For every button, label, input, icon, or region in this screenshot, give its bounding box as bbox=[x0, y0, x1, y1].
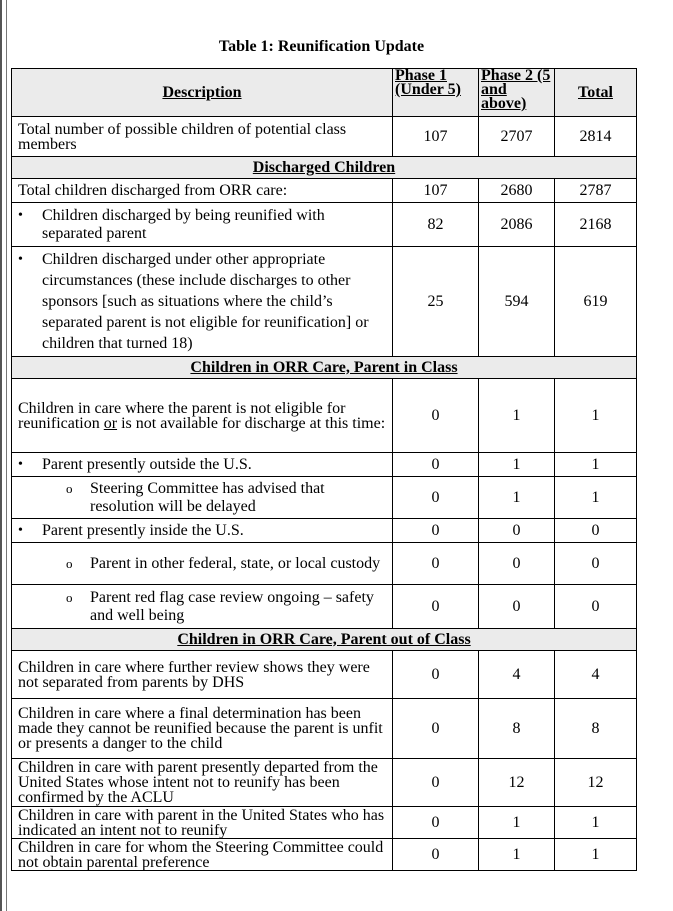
cell-total: 2168 bbox=[555, 203, 637, 247]
table-row bbox=[12, 117, 637, 157]
section-discharged-heading: Discharged Children bbox=[12, 157, 637, 179]
header-description: Description bbox=[12, 69, 393, 117]
bullet-icon: • bbox=[18, 207, 23, 223]
section-in-class-heading: Children in ORR Care, Parent in Class bbox=[12, 357, 637, 379]
cell-total: 1 bbox=[555, 453, 637, 477]
cell-total: 2814 bbox=[555, 117, 637, 157]
table-row bbox=[12, 543, 637, 585]
table-row bbox=[12, 247, 637, 357]
row-label: o Parent in other federal, state, or local custody bbox=[12, 543, 393, 585]
cell-phase2: 2707 bbox=[479, 117, 555, 157]
table-row bbox=[12, 759, 637, 807]
cell-phase2: 2680 bbox=[479, 179, 555, 203]
cell-phase2: 4 bbox=[479, 651, 555, 699]
cell-phase1: 0 bbox=[393, 379, 479, 453]
cell-phase1: 0 bbox=[393, 699, 479, 759]
section-out-class-heading: Children in ORR Care, Parent out of Class bbox=[12, 629, 637, 651]
section-row bbox=[12, 357, 637, 379]
cell-phase1: 0 bbox=[393, 543, 479, 585]
table-row bbox=[12, 519, 637, 543]
bullet-icon: • bbox=[18, 456, 23, 472]
reunification-table bbox=[11, 68, 637, 871]
header-phase1: Phase 1 (Under 5) bbox=[393, 69, 479, 117]
cell-phase2: 12 bbox=[479, 759, 555, 807]
section-row bbox=[12, 629, 637, 651]
cell-total: 4 bbox=[555, 651, 637, 699]
cell-phase2: 2086 bbox=[479, 203, 555, 247]
cell-total: 1 bbox=[555, 807, 637, 839]
row-label: Children in care for whom the Steering Committee could not obtain parental preference bbox=[12, 839, 393, 871]
cell-total: 12 bbox=[555, 759, 637, 807]
row-label: o Steering Committee has advised that resolution will be delayed bbox=[12, 477, 393, 519]
row-label: • Parent presently outside the U.S. bbox=[12, 453, 393, 477]
cell-total: 619 bbox=[555, 247, 637, 357]
cell-phase2: 0 bbox=[479, 585, 555, 629]
cell-phase1: 0 bbox=[393, 585, 479, 629]
cell-total: 2787 bbox=[555, 179, 637, 203]
cell-phase1: 0 bbox=[393, 477, 479, 519]
cell-total: 1 bbox=[555, 477, 637, 519]
cell-phase2: 1 bbox=[479, 453, 555, 477]
page-border-inner bbox=[6, 0, 7, 911]
cell-total: 1 bbox=[555, 839, 637, 871]
cell-total: 1 bbox=[555, 379, 637, 453]
table-row bbox=[12, 477, 637, 519]
row-label: Children in care where the parent is not eligible for reunification or is not available for discharge at this time: bbox=[12, 379, 393, 453]
row-label: Children in care with parent in the United States who has indicated an intent not to reunify bbox=[12, 807, 393, 839]
cell-phase1: 82 bbox=[393, 203, 479, 247]
cell-total: 0 bbox=[555, 543, 637, 585]
cell-phase1: 0 bbox=[393, 453, 479, 477]
cell-phase1: 25 bbox=[393, 247, 479, 357]
table-row bbox=[12, 807, 637, 839]
cell-phase2: 594 bbox=[479, 247, 555, 357]
cell-phase2: 8 bbox=[479, 699, 555, 759]
cell-phase1: 0 bbox=[393, 519, 479, 543]
bullet-icon: • bbox=[18, 252, 23, 267]
sub-bullet-icon: o bbox=[66, 589, 73, 605]
cell-phase1: 107 bbox=[393, 179, 479, 203]
cell-phase1: 0 bbox=[393, 839, 479, 871]
sub-bullet-icon: o bbox=[66, 555, 73, 571]
cell-phase2: 1 bbox=[479, 839, 555, 871]
section-row bbox=[12, 157, 637, 179]
table-row bbox=[12, 179, 637, 203]
table-row bbox=[12, 839, 637, 871]
header-total: Total bbox=[555, 69, 637, 117]
cell-total: 8 bbox=[555, 699, 637, 759]
table-row bbox=[12, 203, 637, 247]
cell-phase2: 1 bbox=[479, 477, 555, 519]
row-label: o Parent red flag case review ongoing – safety and well being bbox=[12, 585, 393, 629]
cell-phase1: 0 bbox=[393, 759, 479, 807]
cell-phase2: 1 bbox=[479, 807, 555, 839]
cell-phase2: 0 bbox=[479, 543, 555, 585]
row-label: Total children discharged from ORR care: bbox=[12, 179, 393, 203]
page-border-outer bbox=[0, 0, 2, 911]
cell-total: 0 bbox=[555, 585, 637, 629]
cell-phase1: 0 bbox=[393, 807, 479, 839]
cell-phase1: 107 bbox=[393, 117, 479, 157]
cell-phase2: 1 bbox=[479, 379, 555, 453]
bullet-icon: • bbox=[18, 522, 23, 538]
row-label: • Children discharged under other appropriate circumstances (these include discharges to other sponsors [such as situations where the child’s separated parent is not eligible for reunification] or children that turned 18) bbox=[12, 247, 393, 357]
row-label: Children in care where further review shows they were not separated from parents by DHS bbox=[12, 651, 393, 699]
header-row bbox=[12, 69, 637, 117]
row-label: Total number of possible children of potential class members bbox=[12, 117, 393, 157]
sub-bullet-icon: o bbox=[66, 480, 73, 496]
table-title: Table 1: Reunification Update bbox=[218, 38, 425, 55]
row-label: Children in care with parent presently departed from the United States whose intent not to reunify has been confirmed by the ACLU bbox=[12, 759, 393, 807]
row-label: • Children discharged by being reunified with separated parent bbox=[12, 203, 393, 247]
table-row bbox=[12, 379, 637, 453]
table-row bbox=[12, 453, 637, 477]
table-row bbox=[12, 585, 637, 629]
table-row bbox=[12, 651, 637, 699]
row-label: • Parent presently inside the U.S. bbox=[12, 519, 393, 543]
cell-phase1: 0 bbox=[393, 651, 479, 699]
cell-total: 0 bbox=[555, 519, 637, 543]
table-row bbox=[12, 699, 637, 759]
header-phase2: Phase 2 (5 and above) bbox=[479, 69, 555, 117]
row-label: Children in care where a final determination has been made they cannot be reunified because the parent is unfit or presents a danger to the child bbox=[12, 699, 393, 759]
cell-phase2: 0 bbox=[479, 519, 555, 543]
